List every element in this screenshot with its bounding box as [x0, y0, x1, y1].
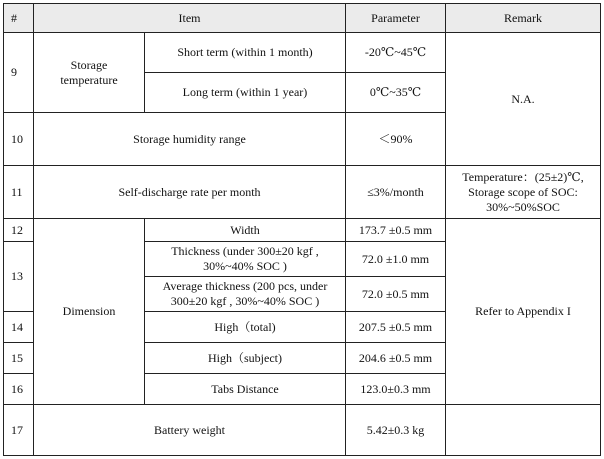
storage-temperature-label: Storage temperature — [34, 33, 145, 113]
parameter-cell: ＜90% — [346, 113, 446, 166]
dimension-label: Dimension — [34, 219, 145, 405]
spec-table — [3, 3, 601, 456]
row-number: 12 — [4, 219, 34, 242]
row-number: 17 — [4, 405, 34, 456]
header-remark: Remark — [446, 4, 601, 33]
header-parameter: Parameter — [346, 4, 446, 33]
parameter-cell: 204.6 ±0.5 mm — [346, 343, 446, 374]
parameter-cell: 207.5 ±0.5 mm — [346, 312, 446, 343]
parameter-cell: 173.7 ±0.5 mm — [346, 219, 446, 242]
item-cell: Width — [145, 219, 346, 242]
table-row — [4, 33, 601, 73]
parameter-cell: -20℃~45℃ — [346, 33, 446, 73]
parameter-cell: 72.0 ±0.5 mm — [346, 277, 446, 312]
item-cell: Long term (within 1 year) — [145, 73, 346, 113]
parameter-cell: 0℃~35℃ — [346, 73, 446, 113]
table-row — [4, 405, 601, 456]
header-row — [4, 4, 601, 33]
remark-cell-empty — [446, 405, 601, 456]
item-cell: Short term (within 1 month) — [145, 33, 346, 73]
item-cell: Average thickness (200 pcs, under 300±20 kgf , 30%~40% SOC ) — [145, 277, 346, 312]
remark-cell: N.A. — [446, 33, 601, 166]
row-number: 11 — [4, 166, 34, 219]
table-row — [4, 219, 601, 242]
item-cell: High（total) — [145, 312, 346, 343]
parameter-cell: 5.42±0.3 kg — [346, 405, 446, 456]
item-cell: Self-discharge rate per month — [34, 166, 346, 219]
item-cell: Tabs Distance — [145, 374, 346, 405]
item-cell: Thickness (under 300±20 kgf , 30%~40% SOC ) — [145, 242, 346, 277]
remark-cell: Temperature：(25±2)℃, Storage scope of SOC: 30%~50%SOC — [446, 166, 601, 219]
row-number: 16 — [4, 374, 34, 405]
item-cell: High（subject) — [145, 343, 346, 374]
table-row — [4, 166, 601, 219]
header-number: # — [4, 4, 34, 33]
row-number: 9 — [4, 33, 34, 113]
row-number: 15 — [4, 343, 34, 374]
item-cell: Battery weight — [34, 405, 346, 456]
row-number: 13 — [4, 242, 34, 312]
parameter-cell: 72.0 ±1.0 mm — [346, 242, 446, 277]
item-cell: Storage humidity range — [34, 113, 346, 166]
header-item: Item — [34, 4, 346, 33]
parameter-cell: 123.0±0.3 mm — [346, 374, 446, 405]
remark-cell: Refer to Appendix I — [446, 219, 601, 405]
row-number: 10 — [4, 113, 34, 166]
row-number: 14 — [4, 312, 34, 343]
parameter-cell: ≤3%/month — [346, 166, 446, 219]
